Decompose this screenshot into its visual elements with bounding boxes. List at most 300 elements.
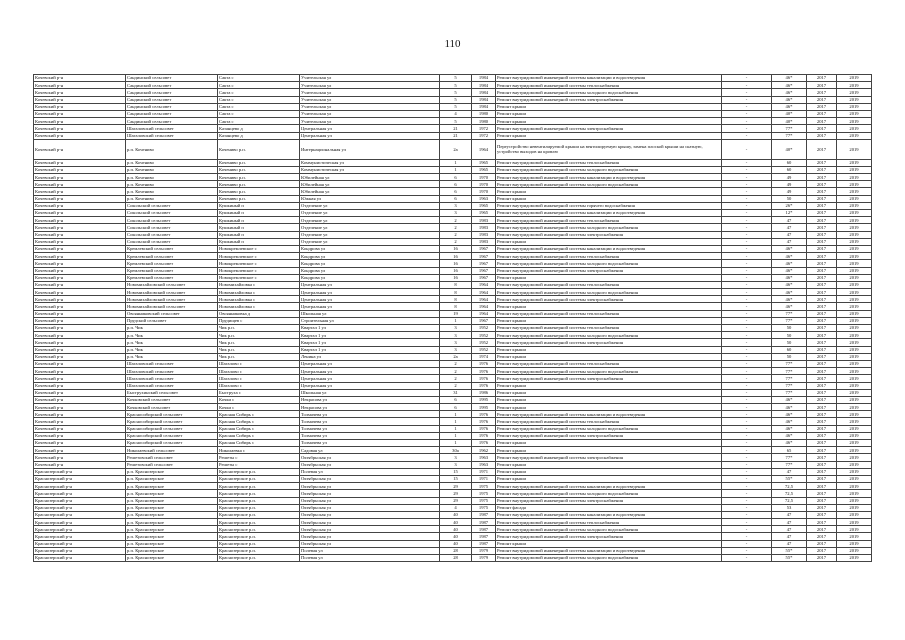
cost-cell: - [722, 332, 772, 339]
table-row [34, 447, 872, 454]
district-cell: Кочевский р-н [34, 166, 126, 173]
deadline-cell: 46* [772, 289, 807, 296]
year-cell: 1965 [472, 159, 496, 166]
table-row [34, 389, 872, 396]
house-cell: 1 [440, 166, 472, 173]
deadline-cell: 77* [772, 125, 807, 132]
cost-cell: - [722, 389, 772, 396]
year-cell: 1964 [472, 281, 496, 288]
municipality-cell: Сокольский сельсовет [126, 202, 218, 209]
street-cell: Центральная ул [300, 303, 440, 310]
table-row [34, 217, 872, 224]
house-cell: 3 [440, 454, 472, 461]
year-cell: 1980 [472, 118, 496, 125]
district-cell: Кочевский р-н [34, 103, 126, 110]
end-year-cell: 2019 [837, 231, 872, 238]
work-type-cell: Ремонт внутридомовой инженерной системы теплоснабжения [496, 82, 722, 89]
work-type-cell: Ремонт внутридомовой инженерной системы теплоснабжения [496, 281, 722, 288]
table-row [34, 195, 872, 202]
cost-cell: - [722, 547, 772, 554]
district-cell: Кочевский р-н [34, 382, 126, 389]
table-row [34, 475, 872, 482]
cost-cell: - [722, 310, 772, 317]
house-cell: 2 [440, 217, 472, 224]
house-cell: 21 [440, 125, 472, 132]
street-cell: Некрасова ул [300, 396, 440, 403]
settlement-cell: Новокремлевское с [218, 267, 300, 274]
start-year-cell: 2017 [807, 418, 837, 425]
settlement-cell: Краснозерское р.п. [218, 555, 300, 562]
end-year-cell: 2019 [837, 210, 872, 217]
settlement-cell: Новокремлевское с [218, 253, 300, 260]
end-year-cell: 2019 [837, 353, 872, 360]
end-year-cell: 2019 [837, 238, 872, 245]
deadline-cell: 46* [772, 82, 807, 89]
district-cell: Краснозерский р-н [34, 475, 126, 482]
table-row [34, 411, 872, 418]
cost-cell: - [722, 325, 772, 332]
deadline-cell: 46* [772, 245, 807, 252]
street-cell: Кондрова ул [300, 253, 440, 260]
start-year-cell: 2017 [807, 497, 837, 504]
year-cell: 1964 [472, 139, 496, 159]
deadline-cell: 53 [772, 504, 807, 511]
table-row [34, 346, 872, 353]
settlement-cell: Кушкиный п [218, 202, 300, 209]
deadline-cell: 55* [772, 475, 807, 482]
work-type-cell: Ремонт внутридомовой инженерной системы холодного водоснабжения [496, 368, 722, 375]
table-row [34, 504, 872, 511]
work-type-cell: Ремонт внутридомовой инженерной системы холодного водоснабжения [496, 332, 722, 339]
table-row [34, 310, 872, 317]
district-cell: Краснозерский р-н [34, 511, 126, 518]
table-row [34, 490, 872, 497]
district-cell: Кочевский р-н [34, 260, 126, 267]
deadline-cell: 72,5 [772, 490, 807, 497]
table-row [34, 245, 872, 252]
start-year-cell: 2017 [807, 346, 837, 353]
year-cell: 1967 [472, 253, 496, 260]
end-year-cell: 2019 [837, 533, 872, 540]
end-year-cell: 2019 [837, 432, 872, 439]
start-year-cell: 2017 [807, 217, 837, 224]
deadline-cell: 72,5 [772, 497, 807, 504]
municipality-cell: р.п. Кочениво [126, 139, 218, 159]
house-cell: 2 [440, 368, 472, 375]
end-year-cell: 2019 [837, 461, 872, 468]
settlement-cell: Шагалово с [218, 368, 300, 375]
end-year-cell: 2019 [837, 274, 872, 281]
year-cell: 1974 [472, 353, 496, 360]
year-cell: 1965 [472, 202, 496, 209]
street-cell: Центральная ул [300, 368, 440, 375]
settlement-cell: Краснозерское р.п. [218, 511, 300, 518]
settlement-cell: Чик р.п. [218, 332, 300, 339]
deadline-cell: 46* [772, 274, 807, 281]
start-year-cell: 2017 [807, 483, 837, 490]
settlement-cell: Сакта с [218, 110, 300, 117]
cost-cell: - [722, 132, 772, 139]
end-year-cell: 2019 [837, 332, 872, 339]
year-cell: 1963 [472, 195, 496, 202]
year-cell: 1967 [472, 317, 496, 324]
year-cell: 1976 [472, 382, 496, 389]
table-row [34, 238, 872, 245]
municipality-cell: р.п. Краснозерское [126, 468, 218, 475]
work-type-cell: Ремонт внутридомовой инженерной системы канализации и водоотведения [496, 547, 722, 554]
deadline-cell: 47 [772, 526, 807, 533]
year-cell: 1952 [472, 325, 496, 332]
start-year-cell: 2017 [807, 332, 837, 339]
deadline-cell: 77* [772, 360, 807, 367]
district-cell: Кочевский р-н [34, 82, 126, 89]
municipality-cell: р.п. Кочениво [126, 159, 218, 166]
street-cell: Южная ул [300, 195, 440, 202]
year-cell: 1987 [472, 519, 496, 526]
house-cell: 15 [440, 475, 472, 482]
house-cell: 16 [440, 260, 472, 267]
work-type-cell: Ремонт крыши [496, 396, 722, 403]
deadline-cell: 47 [772, 468, 807, 475]
settlement-cell: Кушкиный п [218, 210, 300, 217]
settlement-cell: Кушкиный п [218, 224, 300, 231]
end-year-cell: 2019 [837, 202, 872, 209]
street-cell: Юбилейная ул [300, 188, 440, 195]
street-cell: Учительская ул [300, 118, 440, 125]
cost-cell: - [722, 224, 772, 231]
municipality-cell: Кремлевский сельсовет [126, 253, 218, 260]
year-cell: 1952 [472, 346, 496, 353]
settlement-cell: Сакта с [218, 89, 300, 96]
work-type-cell: Ремонт фасада [496, 504, 722, 511]
municipality-cell: Кочковский сельсовет [126, 404, 218, 411]
district-cell: Кочевский р-н [34, 404, 126, 411]
street-cell: Ленина ул [300, 353, 440, 360]
end-year-cell: 2019 [837, 411, 872, 418]
district-cell: Краснозерский р-н [34, 555, 126, 562]
end-year-cell: 2019 [837, 159, 872, 166]
table-row [34, 118, 872, 125]
house-cell: 40 [440, 540, 472, 547]
deadline-cell: 47 [772, 217, 807, 224]
municipality-cell: Сокольский сельсовет [126, 238, 218, 245]
deadline-cell: 77* [772, 454, 807, 461]
table-row [34, 368, 872, 375]
settlement-cell: Краснозерское р.п. [218, 519, 300, 526]
start-year-cell: 2017 [807, 382, 837, 389]
deadline-cell: 50 [772, 339, 807, 346]
deadline-cell: 47 [772, 231, 807, 238]
cost-cell: - [722, 511, 772, 518]
street-cell: Центральная ул [300, 281, 440, 288]
table-row [34, 82, 872, 89]
table-row [34, 103, 872, 110]
cost-cell: - [722, 475, 772, 482]
deadline-cell: 47 [772, 519, 807, 526]
district-cell: Кочевский р-н [34, 339, 126, 346]
street-cell: Полевая ул [300, 547, 440, 554]
start-year-cell: 2017 [807, 490, 837, 497]
table-row [34, 325, 872, 332]
deadline-cell: 55* [772, 547, 807, 554]
cost-cell: - [722, 382, 772, 389]
street-cell: Интернациональная ул [300, 139, 440, 159]
settlement-cell: Кочениво р.п. [218, 174, 300, 181]
district-cell: Краснозерский р-н [34, 497, 126, 504]
settlement-cell: Краснозерское р.п. [218, 468, 300, 475]
cost-cell: - [722, 103, 772, 110]
street-cell: Толмачева ул [300, 411, 440, 418]
deadline-cell: 55* [772, 555, 807, 562]
house-cell: 1 [440, 440, 472, 447]
year-cell: 1976 [472, 360, 496, 367]
deadline-cell: 46* [772, 303, 807, 310]
work-type-cell: Ремонт крыши [496, 195, 722, 202]
start-year-cell: 2017 [807, 325, 837, 332]
street-cell: Октябрьская ул [300, 533, 440, 540]
house-cell: 29 [440, 490, 472, 497]
settlement-cell: Казанцево д [218, 132, 300, 139]
start-year-cell: 2017 [807, 245, 837, 252]
municipality-cell: Новомихайловский сельсовет [126, 303, 218, 310]
cost-cell: - [722, 303, 772, 310]
start-year-cell: 2017 [807, 139, 837, 159]
house-cell: 2 [440, 360, 472, 367]
start-year-cell: 2017 [807, 253, 837, 260]
cost-cell: - [722, 75, 772, 82]
work-type-cell: Ремонт крыши [496, 132, 722, 139]
street-cell: Отделение ул [300, 217, 440, 224]
street-cell: Толмачева ул [300, 418, 440, 425]
deadline-cell: 47 [772, 533, 807, 540]
district-cell: Кочевский р-н [34, 353, 126, 360]
municipality-cell: р.п. Краснозерское [126, 533, 218, 540]
settlement-cell: Краснозерское р.п. [218, 475, 300, 482]
house-cell: 40 [440, 519, 472, 526]
district-cell: Кочевский р-н [34, 461, 126, 468]
district-cell: Краснозерский р-н [34, 490, 126, 497]
year-cell: 1964 [472, 303, 496, 310]
table-row [34, 375, 872, 382]
house-cell: 1 [440, 418, 472, 425]
year-cell: 1967 [472, 274, 496, 281]
settlement-cell: Кушкиный п [218, 238, 300, 245]
work-type-cell: Ремонт крыши [496, 447, 722, 454]
work-type-cell: Ремонт крыши [496, 382, 722, 389]
deadline-cell: 26* [772, 202, 807, 209]
district-cell: Кочевский р-н [34, 118, 126, 125]
work-type-cell: Ремонт внутридомовой инженерной системы холодного водоснабжения [496, 89, 722, 96]
municipality-cell: р.п. Краснозерское [126, 555, 218, 562]
work-type-cell: Ремонт внутридомовой инженерной системы канализации и водоотведения [496, 210, 722, 217]
municipality-cell: Красносибирский сельсовет [126, 418, 218, 425]
street-cell: Юбилейная ул [300, 174, 440, 181]
table-row [34, 188, 872, 195]
cost-cell: - [722, 253, 772, 260]
municipality-cell: р.п. Краснозерское [126, 519, 218, 526]
cost-cell: - [722, 346, 772, 353]
settlement-cell: Красная Сибирь с [218, 425, 300, 432]
cost-cell: - [722, 432, 772, 439]
municipality-cell: р.п. Краснозерское [126, 540, 218, 547]
house-cell: 3 [440, 461, 472, 468]
house-cell: 21 [440, 132, 472, 139]
deadline-cell: 77* [772, 132, 807, 139]
street-cell: Учительская ул [300, 103, 440, 110]
year-cell: 1976 [472, 425, 496, 432]
end-year-cell: 2019 [837, 396, 872, 403]
deadline-cell: 50 [772, 353, 807, 360]
year-cell: 1964 [472, 289, 496, 296]
settlement-cell: Сакта с [218, 103, 300, 110]
cost-cell: - [722, 96, 772, 103]
start-year-cell: 2017 [807, 454, 837, 461]
street-cell: Центральная ул [300, 132, 440, 139]
municipality-cell: Кремлевский сельсовет [126, 274, 218, 281]
district-cell: Краснозерский р-н [34, 519, 126, 526]
start-year-cell: 2017 [807, 103, 837, 110]
cost-cell: - [722, 411, 772, 418]
start-year-cell: 2017 [807, 181, 837, 188]
end-year-cell: 2019 [837, 110, 872, 117]
year-cell: 1984 [472, 82, 496, 89]
cost-cell: - [722, 440, 772, 447]
settlement-cell: Кочки с [218, 404, 300, 411]
start-year-cell: 2017 [807, 519, 837, 526]
work-type-cell: Ремонт крыши [496, 540, 722, 547]
street-cell: Кондрова ул [300, 267, 440, 274]
municipality-cell: Сокольский сельсовет [126, 231, 218, 238]
settlement-cell: Сакта с [218, 82, 300, 89]
house-cell: 29 [440, 483, 472, 490]
settlement-cell: Краснозерское р.п. [218, 547, 300, 554]
municipality-cell: Сокольский сельсовет [126, 210, 218, 217]
deadline-cell: 77* [772, 317, 807, 324]
cost-cell: - [722, 447, 772, 454]
end-year-cell: 2019 [837, 139, 872, 159]
end-year-cell: 2019 [837, 125, 872, 132]
year-cell: 1952 [472, 339, 496, 346]
cost-cell: - [722, 188, 772, 195]
year-cell: 1976 [472, 411, 496, 418]
start-year-cell: 2017 [807, 224, 837, 231]
district-cell: Кочевский р-н [34, 274, 126, 281]
settlement-cell: Краснозерское р.п. [218, 540, 300, 547]
deadline-cell: 49 [772, 188, 807, 195]
work-type-cell: Ремонт внутридомовой инженерной системы канализации и водоотведения [496, 174, 722, 181]
end-year-cell: 2019 [837, 245, 872, 252]
district-cell: Краснозерский р-н [34, 468, 126, 475]
municipality-cell: Новомихайловский сельсовет [126, 296, 218, 303]
end-year-cell: 2019 [837, 224, 872, 231]
settlement-cell: Кушкиный п [218, 231, 300, 238]
end-year-cell: 2019 [837, 511, 872, 518]
end-year-cell: 2019 [837, 217, 872, 224]
deadline-cell: 50 [772, 195, 807, 202]
work-type-cell: Ремонт крыши [496, 475, 722, 482]
deadline-cell: 65 [772, 447, 807, 454]
table-row [34, 382, 872, 389]
cost-cell: - [722, 195, 772, 202]
settlement-cell: Кочениво р.п. [218, 188, 300, 195]
start-year-cell: 2017 [807, 440, 837, 447]
deadline-cell: 46* [772, 418, 807, 425]
table-row [34, 511, 872, 518]
work-type-cell: Ремонт крыши [496, 188, 722, 195]
start-year-cell: 2017 [807, 174, 837, 181]
settlement-cell: Шагалово с [218, 382, 300, 389]
municipality-cell: р.п. Краснозерское [126, 483, 218, 490]
start-year-cell: 2017 [807, 526, 837, 533]
work-type-cell: Переустройство невентилируемой крыши на вентилируемую крышу, замена плоской крыши на скатную, устройство выходов на кровлю [496, 139, 722, 159]
house-cell: 3 [440, 346, 472, 353]
settlement-cell: Кочениво р.п. [218, 181, 300, 188]
table-row [34, 210, 872, 217]
district-cell: Кочевский р-н [34, 325, 126, 332]
house-cell: 6 [440, 396, 472, 403]
start-year-cell: 2017 [807, 375, 837, 382]
district-cell: Кочевский р-н [34, 188, 126, 195]
end-year-cell: 2019 [837, 267, 872, 274]
table-row [34, 418, 872, 425]
district-cell: Краснозерский р-н [34, 483, 126, 490]
settlement-cell: Новокремлевское с [218, 260, 300, 267]
work-type-cell: Ремонт крыши [496, 353, 722, 360]
table-row [34, 159, 872, 166]
start-year-cell: 2017 [807, 432, 837, 439]
street-cell: Октябрьская ул [300, 490, 440, 497]
end-year-cell: 2019 [837, 103, 872, 110]
deadline-cell: 47 [772, 224, 807, 231]
settlement-cell: Чик р.п. [218, 346, 300, 353]
municipality-cell: Кочковский сельсовет [126, 396, 218, 403]
year-cell: 1983 [472, 224, 496, 231]
district-cell: Кочевский р-н [34, 454, 126, 461]
district-cell: Кочевский р-н [34, 440, 126, 447]
year-cell: 1976 [472, 432, 496, 439]
deadline-cell: 46* [772, 253, 807, 260]
year-cell: 1975 [472, 504, 496, 511]
house-cell: 5 [440, 103, 472, 110]
table-row [34, 353, 872, 360]
work-type-cell: Ремонт внутридомовой инженерной системы канализации и водоотведения [496, 245, 722, 252]
street-cell: Октябрьская ул [300, 461, 440, 468]
district-cell: Кочевский р-н [34, 224, 126, 231]
district-cell: Кочевский р-н [34, 346, 126, 353]
end-year-cell: 2019 [837, 181, 872, 188]
municipality-cell: Сокольский сельсовет [126, 224, 218, 231]
house-cell: 4 [440, 504, 472, 511]
municipality-cell: р.п. Чик [126, 353, 218, 360]
municipality-cell: Кремлевский сельсовет [126, 245, 218, 252]
cost-cell: - [722, 202, 772, 209]
table-row [34, 339, 872, 346]
year-cell: 1976 [472, 375, 496, 382]
municipality-cell: р.п. Краснозерское [126, 497, 218, 504]
municipality-cell: р.п. Краснозерское [126, 526, 218, 533]
municipality-cell: Прудский сельсовет [126, 317, 218, 324]
house-cell: 2 [440, 382, 472, 389]
end-year-cell: 2019 [837, 418, 872, 425]
settlement-cell: Новомихайловка с [218, 281, 300, 288]
house-cell: 2 [440, 224, 472, 231]
settlement-cell: Красная Сибирь с [218, 440, 300, 447]
street-cell: Учительская ул [300, 89, 440, 96]
cost-cell: - [722, 396, 772, 403]
year-cell: 1975 [472, 497, 496, 504]
year-cell: 1995 [472, 404, 496, 411]
cost-cell: - [722, 82, 772, 89]
